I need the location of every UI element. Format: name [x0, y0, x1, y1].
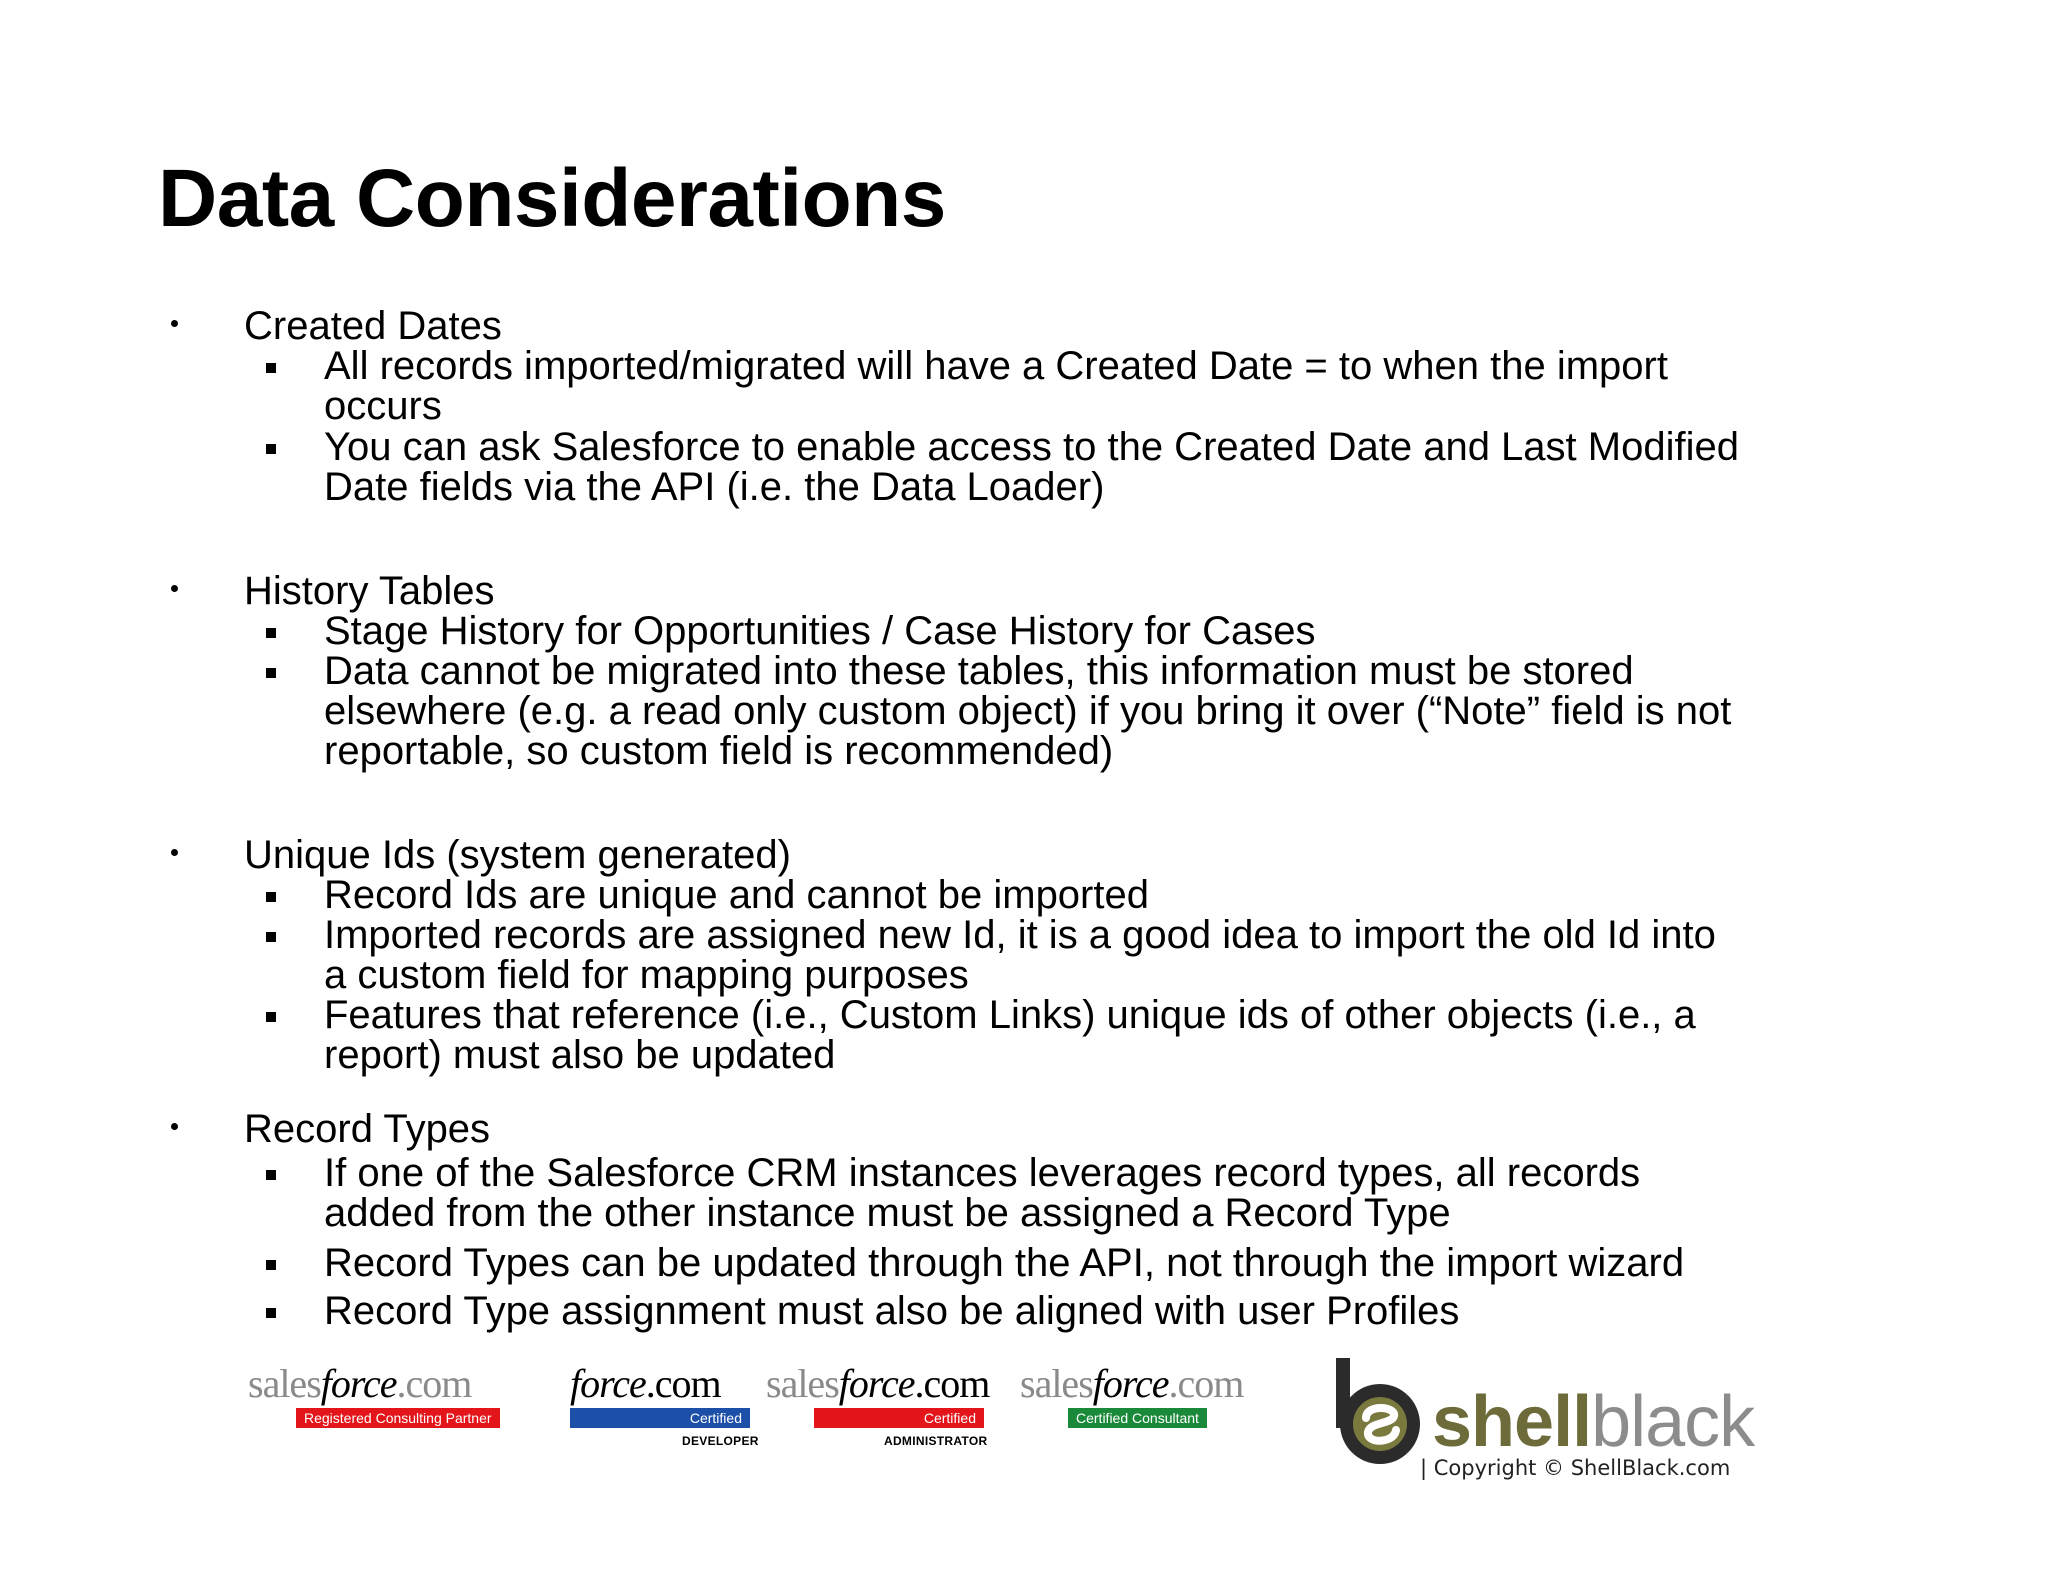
- bullet-square-icon: [266, 363, 276, 373]
- section-unique-ids: [168, 835, 1828, 1075]
- bullet-level1: [168, 835, 1828, 875]
- bullet-line: Data cannot be migrated into these tables, this information must be stored: [324, 649, 1634, 693]
- bullet-square-icon: [266, 444, 276, 454]
- logo-wordmark: salesforce.com: [1020, 1361, 1244, 1406]
- bullet-square-icon: [266, 1170, 276, 1180]
- bullet-line: report) must also be updated: [324, 1033, 836, 1077]
- shellblack-icon: [1330, 1358, 1424, 1470]
- bullet-line: Record Ids are unique and cannot be imported: [324, 873, 1149, 917]
- bullet-level2: [168, 611, 1828, 651]
- bullet-level2: [168, 346, 1828, 426]
- logo-wordmark: salesforce.com: [766, 1361, 990, 1406]
- bullet-line: If one of the Salesforce CRM instances leverages record types, all records: [324, 1151, 1641, 1195]
- bullet-line: a custom field for mapping purposes: [324, 953, 969, 997]
- bullet-line: Record Types can be updated through the API, not through the import wizard: [324, 1241, 1685, 1285]
- logo-wordmark: force.com: [570, 1361, 721, 1406]
- bullet-square-icon: [266, 628, 276, 638]
- bullet-line: Features that reference (i.e., Custom Links) unique ids of other objects (i.e., a: [324, 993, 1696, 1037]
- logo-band: Certified: [814, 1408, 984, 1428]
- logo-wordmark: salesforce.com: [248, 1361, 472, 1406]
- bullet-line: Date fields via the API (i.e. the Data Loader): [324, 465, 1105, 509]
- logo-subtitle: ADMINISTRATOR: [884, 1434, 988, 1448]
- bullet-square-icon: [266, 1012, 276, 1022]
- bullet-line: Imported records are assigned new Id, it is a good idea to import the old Id into: [324, 913, 1716, 957]
- bullet-line: Record Type assignment must also be aligned with user Profiles: [324, 1289, 1460, 1333]
- bullet-dot-icon: [171, 849, 178, 856]
- bullet-level2: [168, 995, 1828, 1075]
- salesforce-partner-logo: [248, 1361, 492, 1426]
- salesforce-consultant-logo: [1020, 1361, 1244, 1426]
- section-heading: Created Dates: [244, 304, 502, 348]
- section-heading: History Tables: [244, 569, 495, 613]
- shellblack-wordmark: shellblack: [1432, 1382, 1755, 1462]
- logo-band: Certified: [570, 1408, 750, 1428]
- bullet-level2: [168, 915, 1828, 995]
- bullet-level2: [168, 427, 1828, 507]
- force-developer-logo: [570, 1361, 759, 1448]
- bullet-square-icon: [266, 1308, 276, 1318]
- bullet-dot-icon: [171, 1123, 178, 1130]
- bullet-line: All records imported/migrated will have a Created Date = to when the import: [324, 344, 1668, 388]
- bullet-level1: [168, 306, 1828, 346]
- bullet-level2: [168, 1243, 1828, 1283]
- section-history-tables: [168, 571, 1828, 771]
- bullet-dot-icon: [171, 585, 178, 592]
- section-record-types: [168, 1109, 1828, 1331]
- salesforce-administrator-logo: [766, 1361, 990, 1448]
- bullet-level1: [168, 1109, 1828, 1149]
- bullet-line: You can ask Salesforce to enable access to the Created Date and Last Modified: [324, 425, 1739, 469]
- section-created-dates: [168, 306, 1828, 507]
- bullet-dot-icon: [171, 320, 178, 327]
- bullet-square-icon: [266, 932, 276, 942]
- logo-band: Registered Consulting Partner: [296, 1408, 500, 1428]
- copyright-text: | Copyright © ShellBlack.com: [1420, 1456, 1731, 1480]
- bullet-level2: [168, 875, 1828, 915]
- bullet-level1: [168, 571, 1828, 611]
- logo-subtitle: DEVELOPER: [682, 1434, 759, 1448]
- bullet-line: Stage History for Opportunities / Case History for Cases: [324, 609, 1316, 653]
- slide-title: Data Considerations: [158, 153, 946, 244]
- bullet-level2: [168, 1291, 1828, 1331]
- bullet-square-icon: [266, 892, 276, 902]
- section-heading: Unique Ids (system generated): [244, 833, 791, 877]
- logo-band: Certified Consultant: [1068, 1408, 1207, 1428]
- bullet-square-icon: [266, 668, 276, 678]
- bullet-line: occurs: [324, 384, 442, 428]
- bullet-square-icon: [266, 1260, 276, 1270]
- bullet-list: [168, 306, 1828, 1331]
- bullet-line: elsewhere (e.g. a read only custom object) if you bring it over (“Note” field is not: [324, 689, 1732, 733]
- bullet-line: added from the other instance must be assigned a Record Type: [324, 1191, 1451, 1235]
- bullet-level2: [168, 1153, 1828, 1233]
- bullet-line: reportable, so custom field is recommended): [324, 729, 1114, 773]
- bullet-level2: [168, 651, 1828, 771]
- section-heading: Record Types: [244, 1107, 491, 1151]
